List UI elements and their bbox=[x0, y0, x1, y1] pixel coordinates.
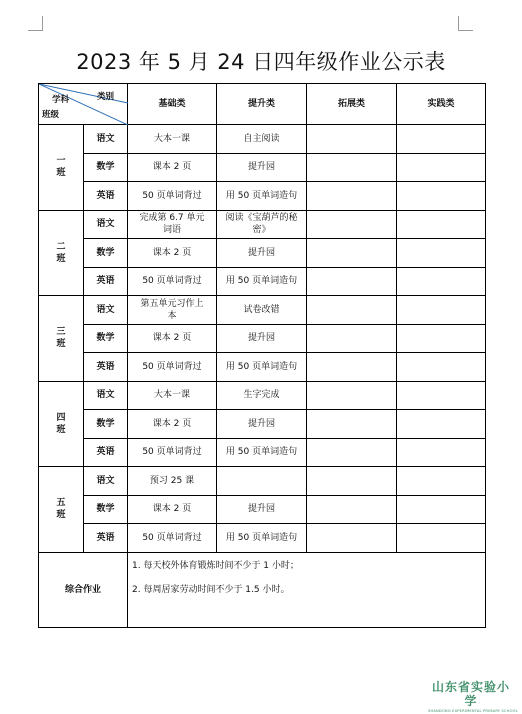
basic-homework-cell: 大本一课 bbox=[128, 381, 217, 410]
basic-homework-cell: 50 页单词背过 bbox=[128, 353, 217, 382]
subject-cell: 英语 bbox=[84, 267, 128, 296]
school-logo-text: 山东省实验小学 bbox=[431, 680, 510, 708]
basic-homework-cell: 课本 2 页 bbox=[128, 410, 217, 439]
basic-homework-cell: 50 页单词背过 bbox=[128, 267, 217, 296]
practice-homework-cell bbox=[397, 467, 486, 496]
table-row bbox=[39, 524, 486, 553]
table-row bbox=[39, 353, 486, 382]
advanced-homework-cell: 提升园 bbox=[217, 239, 307, 268]
basic-homework-cell: 50 页单词背过 bbox=[128, 438, 217, 467]
table-row bbox=[39, 495, 486, 524]
extension-homework-cell bbox=[307, 438, 397, 467]
practice-homework-cell bbox=[397, 324, 486, 353]
advanced-homework-cell: 用 50 页单词造句 bbox=[217, 267, 307, 296]
extension-homework-cell bbox=[307, 524, 397, 553]
class-name-cell: 五 班 bbox=[39, 467, 84, 553]
subject-cell: 英语 bbox=[84, 182, 128, 211]
column-header-practice: 实践类 bbox=[397, 84, 486, 125]
subject-cell: 英语 bbox=[84, 353, 128, 382]
basic-homework-cell: 课本 2 页 bbox=[128, 153, 217, 182]
table-row bbox=[39, 467, 486, 496]
table-row bbox=[39, 381, 486, 410]
class-name-cell: 三 班 bbox=[39, 296, 84, 382]
homework-table bbox=[38, 83, 486, 628]
corner-header-cell bbox=[39, 84, 128, 125]
extension-homework-cell bbox=[307, 239, 397, 268]
crop-mark-top-right bbox=[458, 16, 473, 31]
advanced-homework-cell: 用 50 页单词造句 bbox=[217, 524, 307, 553]
extension-homework-cell bbox=[307, 267, 397, 296]
advanced-homework-cell: 用 50 页单词造句 bbox=[217, 182, 307, 211]
corner-subject-label: 学科 bbox=[52, 95, 70, 105]
extension-homework-cell bbox=[307, 153, 397, 182]
subject-cell: 语文 bbox=[84, 467, 128, 496]
advanced-homework-cell: 提升园 bbox=[217, 495, 307, 524]
column-header-extension: 拓展类 bbox=[307, 84, 397, 125]
practice-homework-cell bbox=[397, 410, 486, 439]
summary-label: 综合作业 bbox=[39, 552, 128, 627]
table-row bbox=[39, 210, 486, 239]
advanced-homework-cell: 用 50 页单词造句 bbox=[217, 353, 307, 382]
practice-homework-cell bbox=[397, 495, 486, 524]
subject-cell: 语文 bbox=[84, 125, 128, 154]
table-row bbox=[39, 438, 486, 467]
column-header-advanced: 提升类 bbox=[217, 84, 307, 125]
advanced-homework-cell: 提升园 bbox=[217, 153, 307, 182]
subject-cell: 英语 bbox=[84, 524, 128, 553]
extension-homework-cell bbox=[307, 381, 397, 410]
extension-homework-cell bbox=[307, 324, 397, 353]
basic-homework-cell: 50 页单词背过 bbox=[128, 524, 217, 553]
practice-homework-cell bbox=[397, 125, 486, 154]
extension-homework-cell bbox=[307, 125, 397, 154]
summary-content bbox=[128, 552, 486, 627]
advanced-homework-cell: 提升园 bbox=[217, 410, 307, 439]
corner-category-label: 类别 bbox=[97, 92, 115, 102]
basic-homework-cell: 50 页单词背过 bbox=[128, 182, 217, 211]
table-row bbox=[39, 267, 486, 296]
basic-homework-cell: 课本 2 页 bbox=[128, 324, 217, 353]
basic-homework-cell: 课本 2 页 bbox=[128, 239, 217, 268]
school-logo-subtext: SHANDONG EXPERIMENTAL PRIMARY SCHOOL bbox=[428, 709, 518, 713]
header-row bbox=[39, 84, 486, 125]
class-name-cell: 二 班 bbox=[39, 210, 84, 296]
extension-homework-cell bbox=[307, 467, 397, 496]
practice-homework-cell bbox=[397, 239, 486, 268]
table-row bbox=[39, 153, 486, 182]
class-name-cell: 一 班 bbox=[39, 125, 84, 211]
subject-cell: 数学 bbox=[84, 410, 128, 439]
extension-homework-cell bbox=[307, 410, 397, 439]
practice-homework-cell bbox=[397, 524, 486, 553]
subject-cell: 语文 bbox=[84, 296, 128, 325]
advanced-homework-cell: 提升园 bbox=[217, 324, 307, 353]
page-title: 2023 年 5 月 24 日四年级作业公示表 bbox=[76, 50, 446, 74]
basic-homework-cell: 第五单元习作上 本 bbox=[128, 296, 217, 325]
corner-class-label: 班级 bbox=[42, 110, 60, 120]
practice-homework-cell bbox=[397, 438, 486, 467]
summary-item: 1. 每天校外体育锻炼时间不少于 1 小时； bbox=[132, 560, 299, 571]
practice-homework-cell bbox=[397, 267, 486, 296]
subject-cell: 语文 bbox=[84, 381, 128, 410]
class-name-cell: 四 班 bbox=[39, 381, 84, 467]
extension-homework-cell bbox=[307, 210, 397, 239]
table-row bbox=[39, 182, 486, 211]
practice-homework-cell bbox=[397, 153, 486, 182]
basic-homework-cell: 预习 25 课 bbox=[128, 467, 217, 496]
advanced-homework-cell: 阅读《宝葫芦的秘 密》 bbox=[217, 210, 307, 239]
basic-homework-cell: 大本一课 bbox=[128, 125, 217, 154]
table-row bbox=[39, 125, 486, 154]
extension-homework-cell bbox=[307, 353, 397, 382]
practice-homework-cell bbox=[397, 182, 486, 211]
advanced-homework-cell: 生字完成 bbox=[217, 381, 307, 410]
subject-cell: 数学 bbox=[84, 495, 128, 524]
table-row bbox=[39, 296, 486, 325]
table-row bbox=[39, 410, 486, 439]
advanced-homework-cell: 自主阅读 bbox=[217, 125, 307, 154]
subject-cell: 数学 bbox=[84, 153, 128, 182]
practice-homework-cell bbox=[397, 353, 486, 382]
summary-item: 2. 每周居家劳动时间不少于 1.5 小时。 bbox=[132, 584, 290, 595]
table-row bbox=[39, 324, 486, 353]
advanced-homework-cell: 试卷改错 bbox=[217, 296, 307, 325]
practice-homework-cell bbox=[397, 381, 486, 410]
advanced-homework-cell: 用 50 页单词造句 bbox=[217, 438, 307, 467]
extension-homework-cell bbox=[307, 182, 397, 211]
basic-homework-cell: 课本 2 页 bbox=[128, 495, 217, 524]
practice-homework-cell bbox=[397, 210, 486, 239]
extension-homework-cell bbox=[307, 296, 397, 325]
table-row bbox=[39, 239, 486, 268]
column-header-basic: 基础类 bbox=[128, 84, 217, 125]
subject-cell: 数学 bbox=[84, 324, 128, 353]
practice-homework-cell bbox=[397, 296, 486, 325]
subject-cell: 英语 bbox=[84, 438, 128, 467]
crop-mark-top-left bbox=[28, 16, 43, 31]
table-body bbox=[39, 84, 486, 628]
extension-homework-cell bbox=[307, 495, 397, 524]
school-logo bbox=[428, 680, 518, 714]
advanced-homework-cell bbox=[217, 467, 307, 496]
subject-cell: 语文 bbox=[84, 210, 128, 239]
summary-row bbox=[39, 552, 486, 627]
subject-cell: 数学 bbox=[84, 239, 128, 268]
basic-homework-cell: 完成第 6.7 单元 词语 bbox=[128, 210, 217, 239]
